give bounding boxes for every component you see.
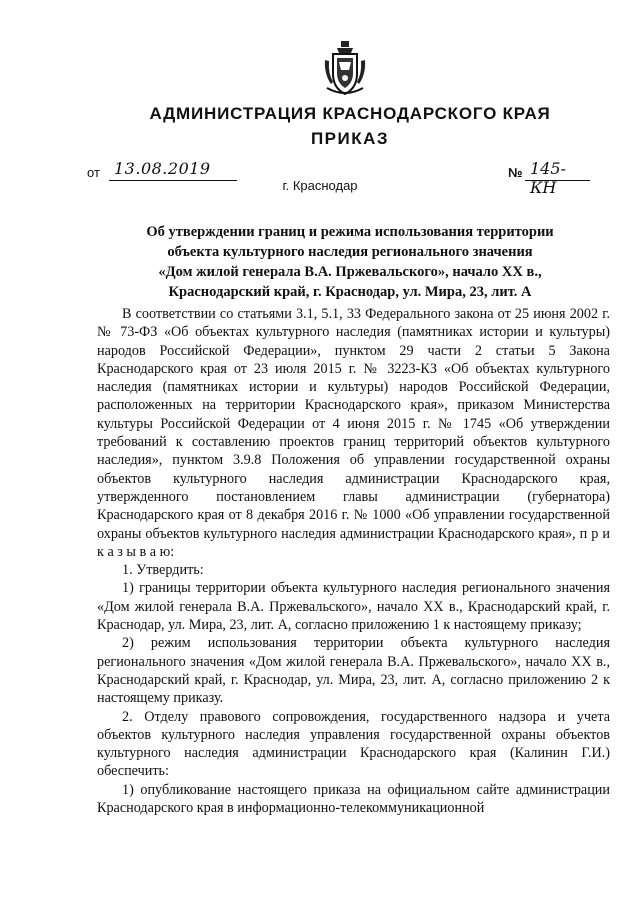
subject-line-2: объекта культурного наследия регионального значения xyxy=(167,244,533,260)
order-subitem-2-1: 1) опубликование настоящего приказа на официальном сайте администрации Краснодарского края в информационно-телекоммуникационной xyxy=(97,781,610,817)
order-item-2: 2. Отделу правового сопровождения, государственного надзора и учета объектов культурного наследия управления государственной охраны объектов культурного наследия администрации Краснодарского края (Калинин Г.И.) обеспечить: xyxy=(97,708,610,780)
krasnodar-coat-of-arms-icon xyxy=(323,40,367,98)
document-body xyxy=(97,305,610,817)
subject-line-4: Краснодарский край, г. Краснодар, ул. Мира, 23, лит. А xyxy=(168,284,532,300)
organization-title: АДМИНИСТРАЦИЯ КРАСНОДАРСКОГО КРАЯ xyxy=(149,104,551,123)
preamble-paragraph: В соответствии со статьями 3.1, 5.1, 33 Федерального закона от 25 июня 2002 г. № 73-ФЗ «Об объектах культурного наследия (памятниках истории и культуры) народов Российской Федерации», пунктом 29 части 2 статьи 5 Закона Краснодарского края от 23 июля 2015 г. № 3223-КЗ «Об объектах культурного наследия (памятниках истории и культуры) народов Российской Федерации, расположенных на территории Краснодарского края», приказом Министерства культуры Российской Федерации от 4 июня 2015 г. № 1745 «Об утверждении требований к составлению проектов границ территорий объектов культурного наследия», пунктом 3.9.8 Положения об управлении государственной охраны объектов культурного наследия администрации Краснодарского края, утвержденного постановлением главы администрации (губернатора) Краснодарского края от 8 декабря 2016 г. № 1000 «Об управлении государственной охраны объектов культурного наследия администрации Краснодарского края», п р и к а з ы в а ю: xyxy=(97,306,610,560)
date-prefix: от xyxy=(87,165,100,180)
handwritten-date: 13.08.2019 xyxy=(114,159,211,178)
subject-line-3: «Дом жилой генерала В.А. Пржевальского», начало XX в., xyxy=(158,264,542,280)
number-prefix: № xyxy=(508,165,523,180)
order-subitem-1-2: 2) режим использования территории объекта культурного наследия регионального значения «Дом жилой генерала В.А. Пржевальского», начало XX в., Краснодарский край, г. Краснодар, ул. Мира, 23, лит. А, согласно приложению 2 к настоящему приказу. xyxy=(97,635,610,707)
handwritten-number: 145-КН xyxy=(530,159,566,197)
document-type: ПРИКАЗ xyxy=(310,129,390,148)
order-subitem-1-1: 1) границы территории объекта культурного наследия регионального значения «Дом жилой генерала В.А. Пржевальского», начало XX в., Краснодарский край, г. Краснодар, ул. Мира, 23, лит. А, согласно приложению 1 к настоящему приказу; xyxy=(97,580,610,634)
subject-line-1: Об утверждении границ и режима использования территории xyxy=(146,224,554,240)
document-subject xyxy=(100,222,600,302)
city-line: г. Краснодар xyxy=(282,178,358,193)
order-item-1: 1. Утвердить: xyxy=(122,562,204,579)
